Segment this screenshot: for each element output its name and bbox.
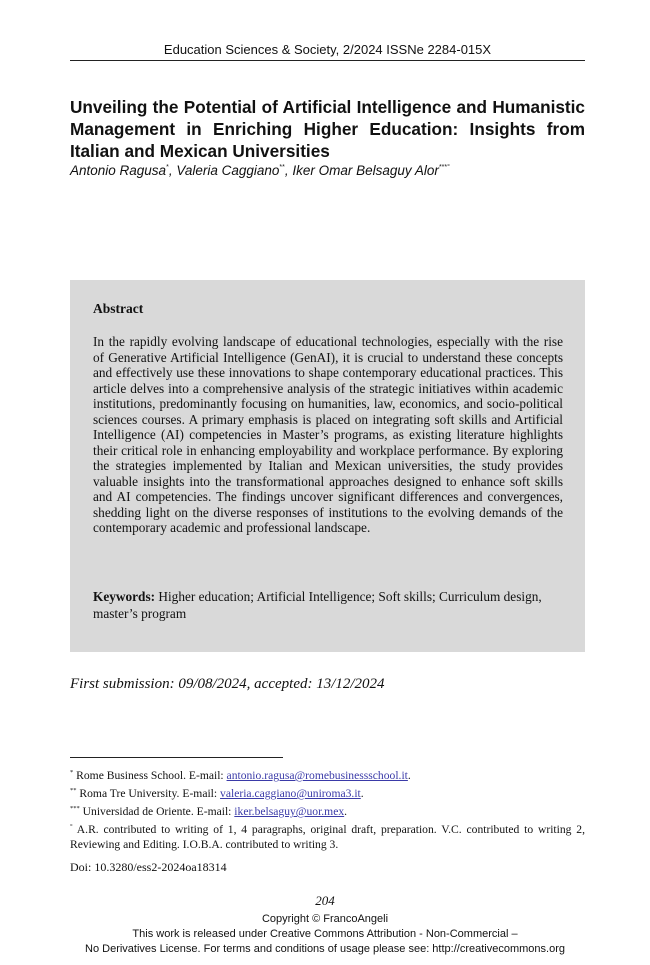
footnote: *** Universidad de Oriente. E-mail: iker.belsaguy@uor.mex. <box>70 805 348 818</box>
footnote-rule <box>70 757 283 758</box>
submission-dates: First submission: 09/08/2024, accepted: 13/12/2024 <box>70 676 385 692</box>
article-title: Unveiling the Potential of Artificial Intelligence and Humanistic Management in Enriching Higher Education: Insights from Italian and Mexican Universities <box>70 97 585 161</box>
footnote: ** Roma Tre University. E-mail: valeria.caggiano@uniroma3.it. <box>70 787 364 800</box>
running-head: Education Sciences & Society, 2/2024 ISSNe 2284-015X <box>163 42 492 57</box>
email-link[interactable]: iker.belsaguy@uor.mex <box>234 805 345 818</box>
author-footnote-mark: * <box>166 164 169 171</box>
email-link[interactable]: valeria.caggiano@uniroma3.it <box>220 787 361 800</box>
header-rule <box>70 60 585 61</box>
footnote-mark: ° <box>70 823 73 830</box>
footnotes <box>70 765 585 852</box>
author-footnote-mark: ** <box>279 164 285 171</box>
copyright-notice: Copyright © FrancoAngeli <box>261 913 389 925</box>
license-notice: No Derivatives License. For terms and conditions of usage please see: http://creativecommons.org <box>85 943 565 955</box>
footnote-mark: ** <box>70 787 77 794</box>
abstract-box <box>70 280 585 652</box>
keywords-label: Keywords: <box>93 589 156 604</box>
footnote-mark: * <box>70 769 74 776</box>
footnote: ° A.R. contributed to writing of 1, 4 paragraphs, original draft, preparation. V.C. contributed to writing 2, Reviewing and Editing. I.O.B.A. contributed to writing 3. <box>70 823 585 851</box>
page-number: 204 <box>315 893 335 908</box>
doi: Doi: 10.3280/ess2-2024oa18314 <box>70 860 227 874</box>
author-footnote-mark: ***° <box>438 164 450 171</box>
license-notice: This work is released under Creative Commons Attribution - Non-Commercial – <box>132 928 518 940</box>
author-name: Antonio Ragusa <box>70 163 167 178</box>
email-link[interactable]: antonio.ragusa@romebusinessschool.it <box>226 769 408 782</box>
keywords <box>93 589 563 622</box>
keywords-list: Higher education; Artificial Intelligence; Soft skills; Curriculum design, master’s program <box>93 589 542 621</box>
abstract-text: In the rapidly evolving landscape of educational technologies, especially with the rise of Generative Artificial Intelligence (GenAI), it is crucial to understand these concepts and effectively use these innovations to shape contemporary educational practices. This article delves into a comprehensive analysis of the strategic initiatives within academic institutions, predominantly focusing on humanities, law, economics, and socio-political sciences courses. A primary emphasis is placed on integrating soft skills and Artificial Intelligence (AI) competencies in Master’s programs, as existing literature highlights their critical role in enhancing employability and workplace performance. By exploring the strategies implemented by Italian and Mexican universities, the study provides valuable insights into the transformational approaches designed to enhance soft skills and AI competencies. The findings uncover significant differences and convergences, shedding light on the diverse responses of institutions to the evolving demands of the contemporary academic and professional landscape. <box>93 334 563 535</box>
footnote-mark: *** <box>70 805 80 812</box>
author-name: Iker Omar Belsaguy Alor <box>292 163 439 178</box>
abstract-heading: Abstract <box>93 301 144 316</box>
footnote: * Rome Business School. E-mail: antonio.ragusa@romebusinessschool.it. <box>70 769 411 782</box>
author-name: Valeria Caggiano <box>176 163 280 178</box>
author-line: Antonio Ragusa*, Valeria Caggiano**, Iker Omar Belsaguy Alor***° <box>70 163 450 178</box>
